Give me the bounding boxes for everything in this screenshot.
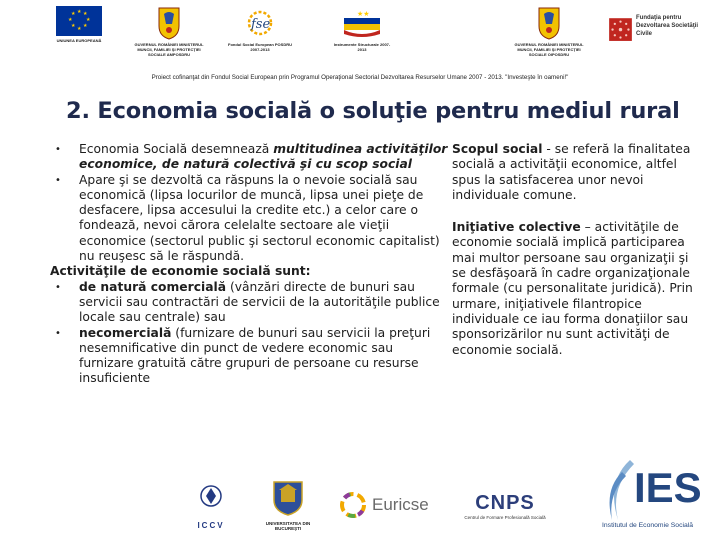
svg-text:★: ★	[83, 23, 88, 29]
svg-text:fse: fse	[251, 17, 271, 32]
fdsc-caption: Fundaţia pentru Dezvoltarea Societăţii Civile	[636, 15, 699, 37]
initiative-colective-paragraph	[452, 220, 702, 358]
svg-text:★: ★	[86, 17, 91, 23]
p2-text: – activităţile de economie socială implică participarea mai multor persoane sau organizaţii şi se desfăşoară în cadre organizaţionale formale (cu personalitate juridică). Prin urmare, iniţiativele filantropice individuale ce iau forma donaţiilor sau sponsorizărilor nu sunt activităţi de economie socială.	[452, 220, 693, 357]
romania-crest-icon-2	[536, 6, 562, 40]
gov-oi-caption: GUVERNUL ROMÂNIEI MINISTERUL MUNCII, FAMILIEI ŞI PROTECŢIEI SOCIALE OIPOSDRU	[514, 42, 584, 57]
left-column	[50, 142, 450, 387]
instrumente-flag-icon	[340, 6, 384, 40]
bullet-apare	[50, 173, 450, 265]
fdsc-emblem-icon	[608, 6, 633, 52]
fdsc-logo	[608, 6, 708, 52]
gov-caption: GUVERNUL ROMÂNIEI MINISTERUL MUNCII, FAMILIEI ŞI PROTECŢIEI SOCIALE AMPOSDRU	[134, 42, 204, 57]
university-caption: UNIVERSITATEA DIN BUCUREŞTI	[265, 521, 311, 531]
cnps-logo	[450, 492, 560, 520]
gov-oi-logo	[512, 6, 586, 57]
ies-subtitle: Institutul de Economie Socială	[602, 522, 694, 529]
eu-flag-icon	[56, 6, 102, 36]
svg-text:★★: ★★	[357, 11, 370, 18]
bullet-comerciala	[50, 280, 450, 326]
ies-text: IES	[634, 464, 702, 511]
bullet-necomerciala	[50, 326, 450, 387]
instrumente-caption: Instrumente Structurale 2007-2013	[333, 42, 391, 52]
instrumente-logo	[330, 6, 394, 52]
bullet-dot-icon: •	[55, 174, 61, 186]
right-column	[452, 142, 702, 358]
bullet-dot-icon: •	[55, 281, 61, 293]
slide-title: 2. Economia socială o soluţie pentru mediul rural	[66, 98, 680, 124]
fse-emblem-icon	[241, 6, 279, 40]
fse-logo	[228, 6, 292, 52]
b3-emphasis: de natură comercială	[79, 279, 227, 294]
bullet-dot-icon: •	[55, 144, 61, 155]
b4-emphasis: necomercială	[79, 325, 172, 340]
university-crest-icon	[271, 480, 305, 516]
activities-intro: Activităţile de economie socială sunt:	[50, 264, 311, 279]
iccv-logo	[178, 484, 244, 530]
b1-text: Economia Socială desemnează	[79, 142, 274, 156]
romania-crest-icon	[156, 6, 182, 40]
eu-logo	[50, 6, 108, 43]
p1-text: - se referă la finalitatea socială a activităţii economice, altfel spus la satisfacerea unor nevoi individuale comune.	[452, 142, 691, 202]
svg-text:★: ★	[77, 26, 82, 32]
svg-text:★: ★	[71, 11, 76, 17]
iccv-emblem-icon	[196, 484, 226, 516]
ies-logo	[600, 458, 712, 527]
b4-text: (furnizare de bunuri sau servicii la preţuri nesemnificative din punct de vedere economic sau furnizare gratuită către grupuri de persoane cu resurse insuficiente	[79, 325, 431, 386]
b1-emphasis: multitudinea activităţilor economice, de natură colectivă şi cu scop social	[79, 142, 448, 172]
b3-text: (vânzări directe de bunuri sau servicii sau contractări de servicii de la autorităţile publice locale sau centrale) sau	[79, 279, 440, 325]
iccv-text: ICCV	[197, 521, 225, 530]
scopul-social-paragraph	[452, 142, 702, 203]
university-logo	[258, 480, 318, 531]
fse-caption: Fondul Social European POSDRU 2007-2013	[228, 42, 293, 52]
svg-text:★: ★	[83, 11, 88, 17]
euricse-text: Euricse	[372, 495, 429, 514]
svg-text:★: ★	[77, 9, 82, 15]
p2-heading: Iniţiative colective	[452, 220, 581, 235]
euricse-logo	[338, 490, 438, 520]
cnps-text: CNPS	[475, 492, 535, 514]
project-cofinancing-line: Proiect cofinanţat din Fondul Social European prin Programul Operaţional Sectorial Dezvoltarea Resurselor Umane 2007 - 2013. "Investeşte în oameni!"	[151, 74, 569, 81]
bullet-dot-icon: •	[55, 327, 61, 339]
svg-text:★: ★	[71, 23, 76, 29]
euricse-ring-icon	[338, 490, 368, 520]
gov-logo	[132, 6, 206, 57]
bullet-economia-sociala	[50, 142, 450, 173]
svg-text:★: ★	[68, 17, 73, 23]
b2-text: Apare şi se dezvoltă ca răspuns la o nevoie socială sau economică (lipsa locurilor de muncă, lipsa unei pieţe de desfacere, lipsa accesului la credite etc.) a celor care o fondează, nevoi cărora celelalte sectoare ale vieţii economice (sectorul public şi sectorul economic capitalist) nu reuşesc să le răspundă.	[79, 172, 440, 264]
p1-heading: Scopul social	[452, 142, 543, 156]
cnps-subtitle: Centrul de Formare Profesională Socială	[464, 515, 546, 520]
eu-caption: UNIUNEA EUROPEANĂ	[56, 38, 102, 43]
